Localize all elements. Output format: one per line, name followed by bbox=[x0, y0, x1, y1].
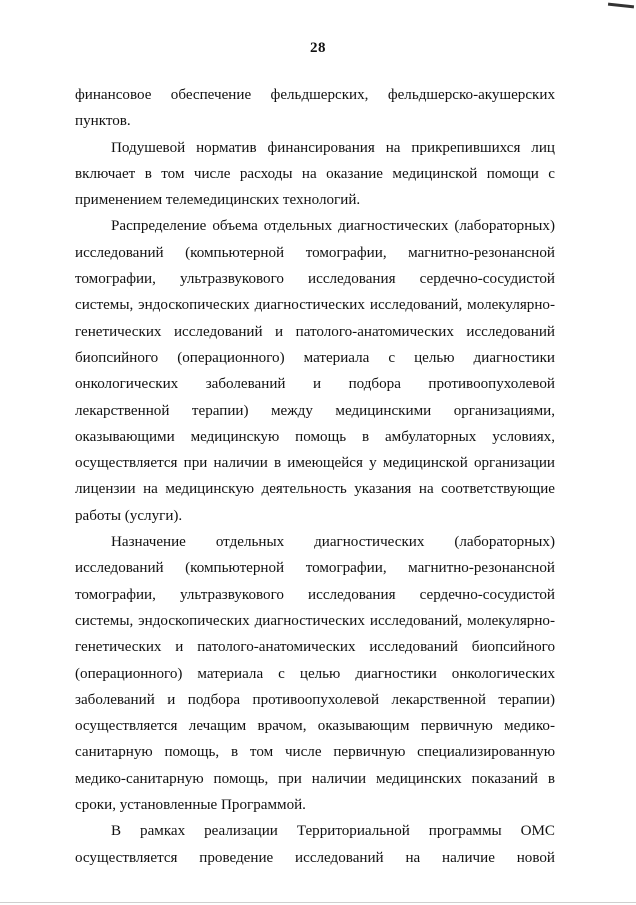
paragraph-capitation-standard: Подушевой норматив финансирования на прикрепившихся лиц включает в том числе расходы на оказание медицинской помощи с применением телемедицинских технологий. bbox=[75, 139, 555, 209]
document-body bbox=[75, 82, 555, 871]
scan-artifact-mark bbox=[608, 3, 634, 9]
page-bottom-edge bbox=[0, 902, 636, 903]
paragraph-distribution-of-diagnostics: Распределение объема отдельных диагностических (лабораторных) исследований (компьютерной томографии, магнитно-резонансной томографии, ультразвукового исследования сердечно-сосудистой системы, эндоскопических диагностических исследований, молекулярно-генетических исследований и патолого-анатомических исследований биопсийного (операционного) материала с целью диагностики онкологических заболеваний и подбора противоопухолевой лекарственной терапии) между медицинскими организациями, оказывающими медицинскую помощь в амбулаторных условиях, осуществляется при наличии в имеющейся у медицинской организации лицензии на медицинскую деятельность указания на соответствующие работы (услуги). bbox=[75, 218, 555, 524]
paragraph-assignment-of-diagnostics: Назначение отдельных диагностических (лабораторных) исследований (компьютерной томографии, магнитно-резонансной томографии, ультразвукового исследования сердечно-сосудистой системы, эндоскопических диагностических исследований, молекулярно-генетических и патолого-анатомических исследований биопсийного (операционного) материала с целью диагностики онкологических заболеваний и подбора противоопухолевой лекарственной терапии) осуществляется лечащим врачом, оказывающим первичную медико-санитарную помощь, в том числе первичную специализированную медико-санитарную помощь, при наличии медицинских показаний в сроки, установленные Программой. bbox=[75, 534, 555, 814]
paragraph-continuation: финансовое обеспечение фельдшерских, фельдшерско-акушерских пунктов. bbox=[75, 87, 555, 130]
page-number: 28 bbox=[310, 40, 326, 56]
paragraph-territorial-program: В рамках реализации Территориальной программы ОМС осуществляется проведение исследований на наличие новой bbox=[75, 823, 555, 866]
